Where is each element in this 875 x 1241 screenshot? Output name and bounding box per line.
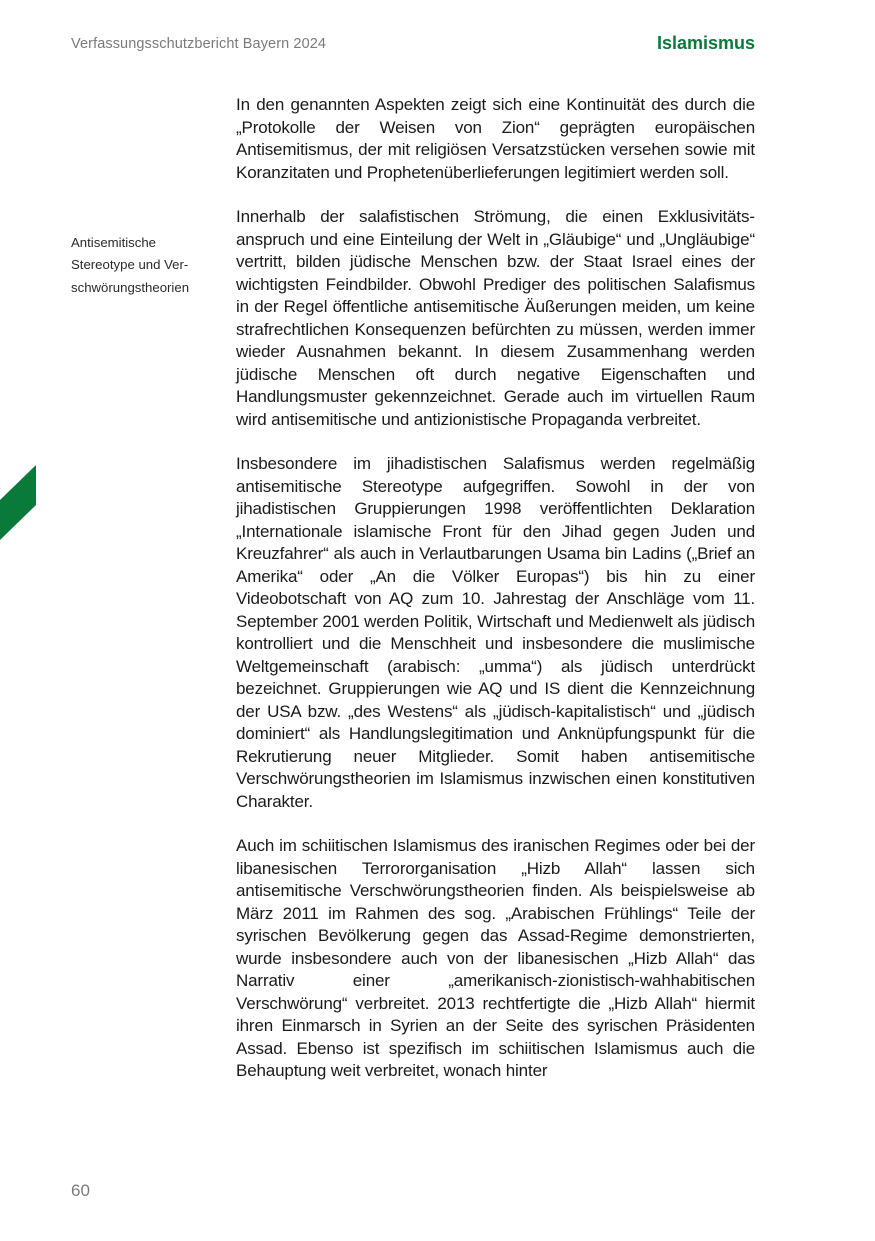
paragraph: Innerhalb der salafistischen Strömung, die einen Exklusivitätsanspruch und eine Einteilung der Welt in „Gläubige“ und „Ungläubige“ vertritt, bilden jüdische Menschen bzw. der Staat Israel eines der wichtigsten Feindbilder. Obwohl Prediger des politischen Salafismus in der Regel öffentliche antisemitische Äußerungen meiden, um keine strafrechtlichen Konsequenzen befürchten zu müssen, werden immer wieder Ausnahmen bekannt. In diesem Zusammenhang werden jüdische Menschen oft durch negative Eigenschaften und Handlungsmuster gekennzeichnet. Gerade auch im virtuellen Raum wird antisemitische und antizionistische Propaganda verbreitet. xyxy=(236,207,755,429)
margin-note-line: Antisemitische xyxy=(71,235,157,250)
margin-note xyxy=(71,232,211,299)
margin-note-line: schwörungstheorien xyxy=(71,279,190,295)
publication-title: Verfassungsschutzbericht Bayern 2024 xyxy=(71,36,327,52)
section-title: Islamismus xyxy=(656,33,755,53)
paragraph: In den genannten Aspekten zeigt sich eine Kontinuität des durch die „Protokolle der Weisen von Zion“ geprägten europäischen Antisemitismus, der mit religiösen Versatzstücken versehen sowie mit Koranzitaten und Prophetenüberlieferungen legitimiert werden soll. xyxy=(236,95,755,182)
main-text xyxy=(236,94,755,1105)
paragraph: Insbesondere im jihadistischen Salafismus werden regelmäßig antisemitische Stereotype aufgegriffen. Sowohl in der von jihadistischen Gruppierungen 1998 veröffentlichten Deklaration „Internationale islamische Front für den Jihad gegen Juden und Kreuzfahrer“ als auch in Verlautbarungen Usama bin Ladins („Brief an Amerika“ oder „An die Völker Europas“) bis hin zu einer Videobotschaft von AQ zum 10. Jahrestag der Anschläge vom 11. September 2001 werden Politik, Wirtschaft und Medienwelt als jüdisch kontrolliert und die Menschheit und insbesondere die muslimische Weltgemeinschaft (arabisch: „umma“) als jüdisch unterdrückt bezeichnet. Gruppierungen wie AQ und IS dient die Kennzeichnung der USA bzw. „des Westens“ als „jüdisch-kapitalistisch“ und „jüdisch dominiert“ als Handlungslegitimation und Anknüpfungspunkt für die Rekrutierung neuer Mitglieder. Somit haben antisemitische Verschwörungstheorien im Islamismus inzwischen einen konstitutiven Charakter. xyxy=(236,454,755,811)
page-number: 60 xyxy=(71,1181,90,1200)
paragraph: Auch im schiitischen Islamismus des iranischen Regimes oder bei der libanesischen Terrororganisation „Hizb Allah“ lassen sich antisemitische Verschwörungstheorien finden. Als beispielsweise ab März 2011 im Rahmen des sog. „Arabischen Frühlings“ Teile der syrischen Bevölkerung gegen das Assad-Regime demonstrierten, wurde insbesondere auch von der libanesischen „Hizb Allah“ das Narrativ einer „amerikanisch-zionistisch-wahhabitischen Verschwörung“ verbreitet. 2013 rechtfertigte die „Hizb Allah“ hiermit ihren Einmarsch in Syrien an der Seite des syrischen Präsidenten Assad. Ebenso ist spezifisch im schiitischen Islamismus auch die Behauptung weit verbreitet, wonach hinter xyxy=(236,836,755,1080)
section-tab-marker xyxy=(0,465,36,540)
margin-note-line: Stereotype und Ver- xyxy=(71,257,189,273)
